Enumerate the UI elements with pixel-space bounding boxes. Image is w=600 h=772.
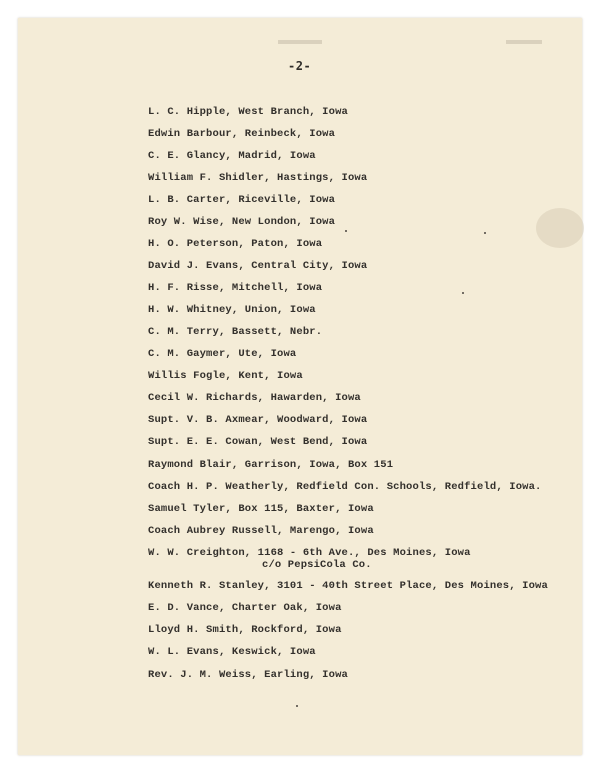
entry-line: Raymond Blair, Garrison, Iowa, Box 151 <box>148 459 394 471</box>
entry-line: Samuel Tyler, Box 115, Baxter, Iowa <box>148 503 374 515</box>
ink-speck <box>462 292 464 294</box>
list-item <box>148 392 361 404</box>
bleed-through-mark <box>278 40 322 44</box>
list-item <box>148 646 316 658</box>
list-item <box>148 481 542 493</box>
entry-line: Lloyd H. Smith, Rockford, Iowa <box>148 624 342 636</box>
entry-line: H. F. Risse, Mitchell, Iowa <box>148 282 323 294</box>
entry-line: L. B. Carter, Riceville, Iowa <box>148 194 336 206</box>
entry-line: C. M. Terry, Bassett, Nebr. <box>148 326 323 338</box>
list-item <box>148 326 322 338</box>
entry-line: E. D. Vance, Charter Oak, Iowa <box>148 602 342 614</box>
list-item <box>148 414 367 426</box>
paper-stain <box>536 208 584 248</box>
ink-speck <box>296 705 298 707</box>
entry-continuation: c/o PepsiCola Co. <box>262 559 372 571</box>
list-item <box>148 260 367 272</box>
list-item <box>148 282 322 294</box>
list-item <box>148 216 335 228</box>
page-number: -2- <box>288 59 312 73</box>
entry-line: Kenneth R. Stanley, 3101 - 40th Street Place, Des Moines, Iowa <box>148 580 548 592</box>
entry-line: H. O. Peterson, Paton, Iowa <box>148 238 323 250</box>
list-item <box>148 525 374 537</box>
entry-line: H. W. Whitney, Union, Iowa <box>148 304 316 316</box>
entry-line: Coach Aubrey Russell, Marengo, Iowa <box>148 525 374 537</box>
list-item <box>148 580 548 592</box>
list-item <box>148 348 296 360</box>
list-item <box>148 194 335 206</box>
list-item <box>148 602 342 614</box>
entry-line: William F. Shidler, Hastings, Iowa <box>148 172 368 184</box>
entry-line: Roy W. Wise, New London, Iowa <box>148 216 336 228</box>
list-item <box>148 436 367 448</box>
ink-speck <box>345 230 347 232</box>
entry-line: David J. Evans, Central City, Iowa <box>148 260 368 272</box>
list-item <box>148 669 348 681</box>
list-item <box>148 172 367 184</box>
list-item <box>148 503 374 515</box>
list-item <box>148 304 316 316</box>
list-item <box>148 547 471 571</box>
entry-line: Willis Fogle, Kent, Iowa <box>148 370 303 382</box>
entry-line: W. L. Evans, Keswick, Iowa <box>148 646 316 658</box>
entry-line: C. E. Glancy, Madrid, Iowa <box>148 150 316 162</box>
list-item <box>148 238 322 250</box>
entry-line: Supt. E. E. Cowan, West Bend, Iowa <box>148 436 368 448</box>
list-item <box>148 370 303 382</box>
entry-line: W. W. Creighton, 1168 - 6th Ave., Des Moines, Iowa <box>148 547 471 559</box>
entry-line: Edwin Barbour, Reinbeck, Iowa <box>148 128 336 140</box>
entry-line: Coach H. P. Weatherly, Redfield Con. Schools, Redfield, Iowa. <box>148 481 542 493</box>
ink-speck <box>484 232 486 234</box>
entry-line: Cecil W. Richards, Hawarden, Iowa <box>148 392 361 404</box>
entry-line: C. M. Gaymer, Ute, Iowa <box>148 348 297 360</box>
list-item <box>148 150 316 162</box>
entry-line: Supt. V. B. Axmear, Woodward, Iowa <box>148 414 368 426</box>
entry-line: Rev. J. M. Weiss, Earling, Iowa <box>148 669 348 681</box>
bleed-through-mark <box>506 40 542 44</box>
list-item <box>148 106 348 118</box>
document-page <box>18 18 582 755</box>
list-item <box>148 624 342 636</box>
list-item <box>148 128 335 140</box>
entry-line: L. C. Hipple, West Branch, Iowa <box>148 106 348 118</box>
list-item <box>148 459 393 471</box>
